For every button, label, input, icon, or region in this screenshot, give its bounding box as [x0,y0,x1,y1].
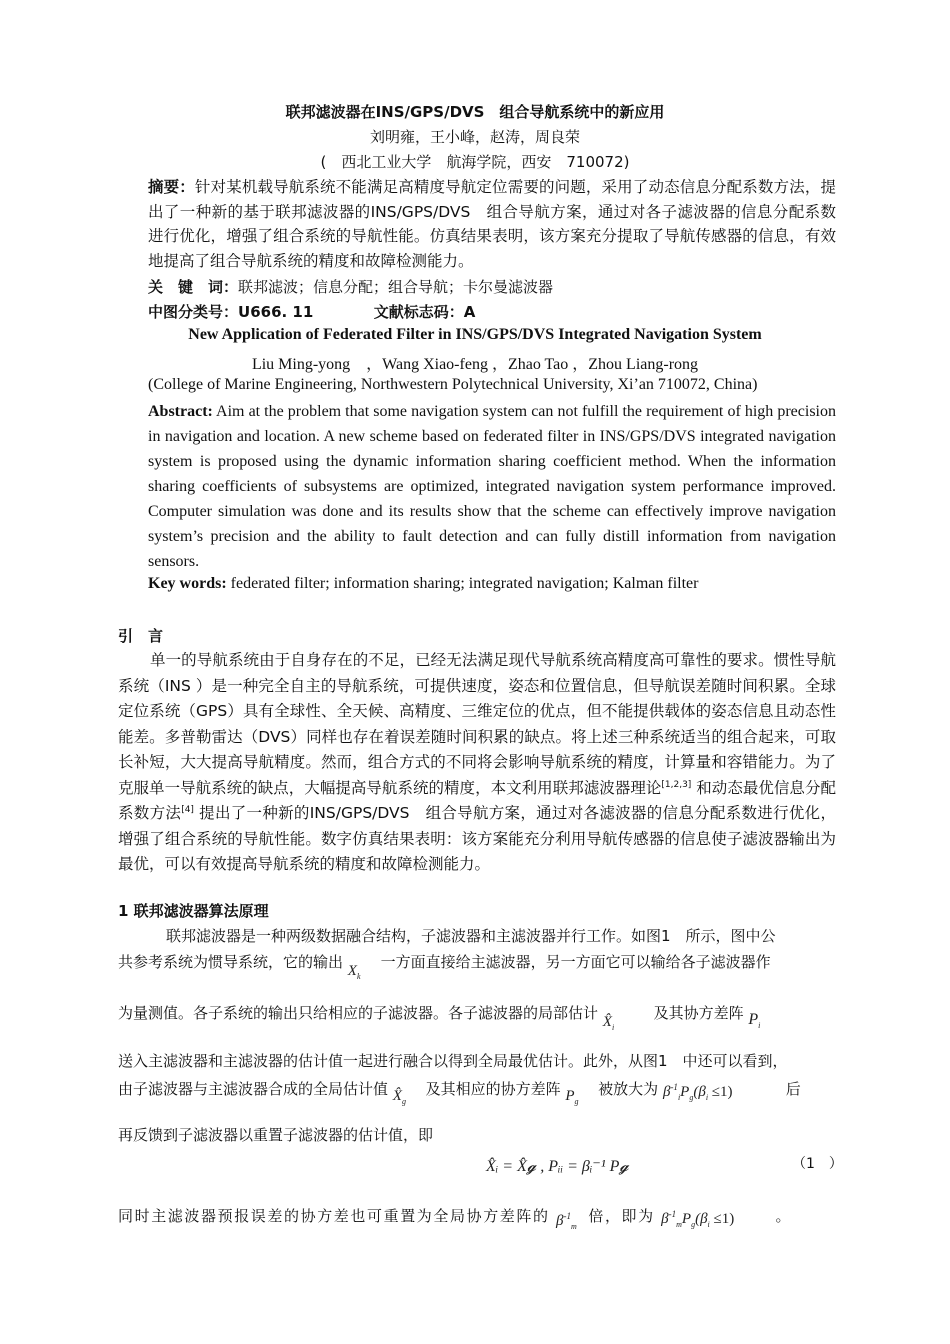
section1-line6: 再反馈到子滤波器以重置子滤波器的估计值，即 [118,1126,434,1144]
symbol-xg [393,1088,421,1105]
section1-line7-b: 倍，即为 [588,1207,655,1225]
beta-rest2: ≤1) [708,1084,733,1100]
beta-main: β [662,1084,671,1100]
section1-heading: 1 联邦滤波器算法原理 [118,902,269,920]
beta-pg: P [680,1084,690,1100]
keywords-cn-text: 联邦滤波；信息分配；组合导航；卡尔曼滤波器 [238,278,554,296]
symbol-pi [748,1011,760,1028]
title-cn: 联邦滤波器在INS/GPS/DVS 组合导航系统中的新应用 [285,103,665,121]
beta-pg-sub: g [689,1093,694,1102]
beta-m2-rest2: ≤1) [709,1211,735,1227]
abstract-cn [148,175,836,273]
symbol-beta-m [556,1213,582,1230]
section1-line7-c: 。 [775,1207,793,1225]
keywords-en [148,575,698,593]
beta-m2-rest: (β [695,1211,708,1227]
beta-m-sup: -1 [563,1211,571,1221]
title-en: New Application of Federated Filter in INS/GPS/DVS Integrated Navigation System [188,326,762,343]
beta-m-sub: m [570,1222,577,1231]
symbol-xi [603,1014,649,1031]
symbol-pi-main: P [748,1011,759,1028]
beta-m2-main: β [661,1211,669,1227]
keywords-cn-label: 关 键 词： [148,278,239,296]
symbol-pi-sub: i [758,1021,761,1030]
abstract-en [148,399,836,574]
symbol-beta-pg [663,1084,781,1101]
affiliation-cn: ( 西北工业大学 航海学院，西安 710072) [320,153,630,171]
abstract-cn-text: 针对某机载导航系统不能满足高精度导航定位需要的问题，采用了动态信息分配系数方法，提出了一种新的基于联邦滤波器的INS/GPS/DVS 组合导航方案，通过对各子滤波器的信息分配系数进行优化，增强了组合系统的导航性能。仿真结果表明，该方案充分提取了导航传感器的信息，有效地提高了组合导航系统的精度和故障检测能力。 [148,178,836,270]
intro-ref-2: [4] [181,805,194,815]
abstract-en-label: Abstract: [148,403,213,420]
authors-cn: 刘明雍，王小峰，赵涛，周良荣 [369,128,580,146]
symbol-beta-m-pg [661,1211,769,1228]
doc-code-value: A [463,303,476,321]
section1-line2 [118,951,771,981]
clc-label: 中图分类号： [148,303,239,321]
section1-line7 [118,1205,793,1231]
symbol-xi-sub: i [611,1023,615,1032]
section1-line1: 联邦滤波器是一种两级数据融合结构，子滤波器和主滤波器并行工作。如图1 所示，图中公 [166,927,776,945]
symbol-xg-sub: g [401,1097,406,1106]
beta-sup: -1 [670,1082,678,1092]
authors-en: Liu Ming-yong ，Wang Xiao-feng ，Zhao Tao ，Zhou Liang-rong [251,356,699,373]
abstract-cn-label: 摘要： [148,178,195,196]
classification [148,301,475,322]
symbol-pg-main: P [565,1088,575,1104]
intro-ref-1: [1,2,3] [661,779,692,790]
equation-1: X̂ᵢ = X̂𝓰 , Pᵢᵢ = βᵢ⁻¹ P𝓰 [486,1158,629,1175]
section1-line7-a: 同时主滤波器预报误差的协方差也可重置为全局协方差阵的 [118,1207,550,1225]
section1-line5-d: 后 [785,1080,801,1098]
section1-line3 [118,1002,761,1032]
section1-line5-a: 由子滤波器与主滤波器合成的全局估计值 [118,1080,389,1098]
section1-line5-c: 被放大为 [598,1080,659,1098]
intro-text-b: 和动态最优信息分配系数方法 [118,778,836,822]
abstract-en-text: Aim at the problem that some navigation system can not fulfill the requirement of high precision in navigation and location. A new scheme based on federated filter in INS/GPS/DVS integrated navigation system is proposed using the dynamic information sharing coefficient method. When the information sharing coefficients of subsystems are optimized, integrated navigation system performance improved. Computer simulation was done and its results show that the scheme can effectively improve navigation system’s precision and the ability to fault detection and can fully distill information from navigation sensors. [148,403,836,570]
section1-line3-a: 为量测值。各子系统的输出只给相应的子滤波器。各子滤波器的局部估计 [118,1004,599,1022]
section1-line2-b: 一方面直接给主滤波器，另一方面它可以输给各子滤波器作 [380,953,771,971]
affiliation-en: (College of Marine Engineering, Northwestern Polytechnical University, Xi’an 710072, China) [148,376,758,393]
beta-m2-pg: P [681,1211,692,1227]
intro-heading: 引 言 [118,627,164,645]
beta-rest: (β [693,1084,706,1100]
keywords-en-text: federated filter; information sharing; integrated navigation; Kalman filter [226,575,699,592]
beta-m2-pg-sub: g [691,1220,696,1229]
section1-line5 [118,1078,801,1106]
symbol-xk-main: X [347,963,357,979]
section1-line4: 送入主滤波器和主滤波器的估计值一起进行融合以得到全局最优估计。此外，从图1 中还可以看到， [118,1052,788,1070]
section1-line5-b: 及其相应的协方差阵 [425,1080,561,1098]
symbol-pg-sub: g [574,1097,579,1106]
beta-m2-sup: -1 [668,1209,677,1219]
beta-rest-sub: i [705,1093,709,1102]
beta-sub: i [677,1093,681,1102]
section1-line3-b: 及其协方差阵 [653,1004,744,1022]
doc-code-label: 文献标志码： [373,303,464,321]
symbol-xg-main: X̂ [392,1088,402,1104]
symbol-xk [348,963,376,980]
keywords-cn [148,276,553,297]
beta-m2-rest-sub: i [707,1220,710,1229]
section1-line2-a: 共参考系统为惯导系统，它的输出 [118,953,344,971]
intro-text-a: 单一的导航系统由于自身存在的不足，已经无法满足现代导航系统高精度高可靠性的要求。惯性导航系统（INS ）是一种完全自主的导航系统，可提供速度，姿态和位置信息，但导航误差随时间积累。全球定位系统（GPS）具有全球性、全天候、高精度、三维定位的优点，但不能提供载体的姿态信息且动态性能差。多普勒雷达（DVS）同样也存在着误差随时间积累的缺点。将上述三种系统适当的组合起来，可取长补短，大大提高导航精度。然而，组合方式的不同将会影响导航系统的精度，计算量和容错能力。为了克服单一导航系统的缺点，大幅提高导航系统的精度，本文利用联邦滤波器理论 [118,651,836,797]
symbol-xk-sub: k [356,972,361,981]
intro-text-c: 提出了一种新的INS/GPS/DVS 组合导航方案，通过对各滤波器的信息分配系数进行优化，增强了组合系统的导航性能。数字仿真结果表明：该方案能充分利用导航传感器的信息使子滤波器输出为最优，可以有效提高导航系统的精度和故障检测能力。 [118,804,836,873]
keywords-en-label: Key words: [148,575,227,592]
clc-value: U666. 11 [238,303,314,321]
symbol-pg [565,1088,593,1105]
intro-paragraph [118,648,836,878]
beta-m-main: β [555,1213,564,1229]
symbol-xi-main: X̂ [602,1014,612,1030]
beta-m2-sub: m [676,1220,682,1229]
equation-1-number: （1 ） [792,1156,843,1172]
